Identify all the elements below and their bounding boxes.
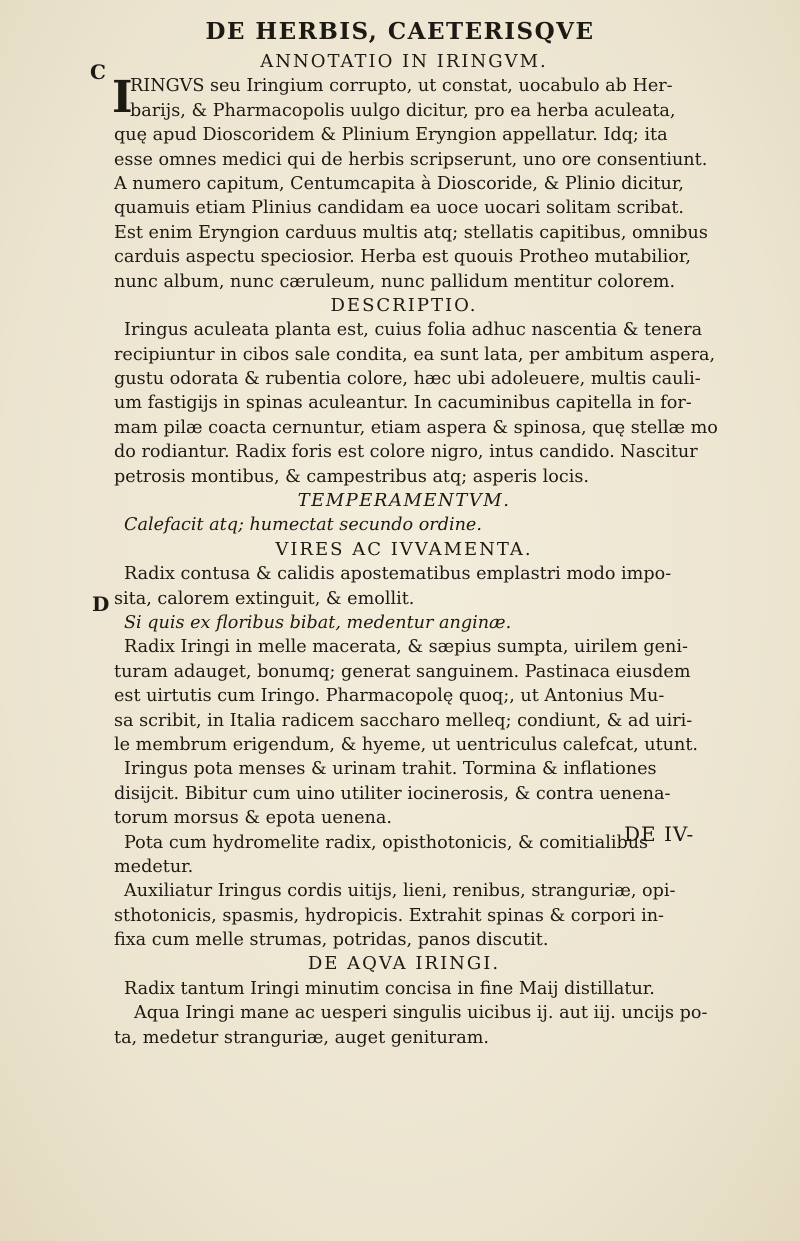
section-heading: DE AQVA IRINGI. bbox=[307, 953, 501, 975]
text-line: est uirtutis cum Iringo. Pharmacopolę quoq;, ut Antonius Mu- bbox=[114, 686, 665, 707]
text-line: mam pilæ coacta cernuntur, etiam aspera & spinosa, quę stellæ mo bbox=[114, 417, 718, 438]
text-line: barijs, & Pharmacopolis uulgo dicitur, pro ea herba aculeata, bbox=[130, 100, 676, 121]
section-heading: VIRES AC IVVAMENTA. bbox=[275, 538, 533, 560]
text-line: Est enim Eryngion carduus multis atq; stellatis capitibus, omnibus bbox=[114, 222, 708, 243]
margin-letter-c: C bbox=[90, 60, 106, 84]
text-line: petrosis montibus, & campestribus atq; asperis locis. bbox=[114, 466, 589, 487]
text-line: nunc album, nunc cæruleum, nunc pallidum mentitur colorem. bbox=[114, 271, 676, 292]
text-line: Calefacit atq; humectat secundo ordine. bbox=[124, 515, 482, 536]
catchword: DE IV- bbox=[624, 822, 695, 846]
text-line: um fastigijs in spinas aculeantur. In cacuminibus capitella in for- bbox=[114, 393, 692, 414]
section-heading: ANNOTATIO IN IRINGVM. bbox=[260, 51, 548, 72]
text-line: Pota cum hydromelite radix, opisthotonicis, & comitialibus bbox=[124, 832, 649, 853]
text-line: esse omnes medici qui de herbis scripserunt, uno ore consentiunt. bbox=[114, 149, 708, 170]
text-line-content: RINGVS seu Iringium corrupto, ut constat, uocabulo ab Her- bbox=[130, 76, 673, 97]
text-line: do rodiantur. Radix foris est colore nigro, intus candido. Nascitur bbox=[114, 442, 698, 463]
text-line: Radix Iringi in melle macerata, & sæpius sumpta, uirilem geni- bbox=[124, 637, 688, 658]
text-line: disijcit. Bibitur cum uino utiliter iocinerosis, & contra uenena- bbox=[114, 783, 671, 804]
text-line: quę apud Dioscoridem & Plinium Eryngion appellatur. Idq; ita bbox=[114, 125, 668, 146]
text-line: torum morsus & epota uenena. bbox=[114, 808, 392, 829]
text-line: gustu odorata & rubentia colore, hæc ubi adoleuere, multis cauli- bbox=[114, 369, 701, 390]
text-line: carduis aspectu speciosior. Herba est quouis Protheo mutabilior, bbox=[114, 247, 691, 268]
text-line: fixa cum melle strumas, potridas, panos discutit. bbox=[114, 930, 549, 951]
text-line: recipiuntur in cibos sale condita, ea sunt lata, per ambitum aspera, bbox=[114, 344, 716, 365]
text-line: le membrum erigendum, & hyeme, ut uentriculus calefcat, utunt. bbox=[114, 734, 698, 755]
section-heading: TEMPERAMENTVM. bbox=[297, 490, 511, 512]
text-block bbox=[112, 50, 718, 1050]
text-line: Aqua Iringi mane ac uesperi singulis uicibus ij. aut iij. uncijs po- bbox=[134, 1003, 708, 1024]
running-head: DE HERBIS, CAETERISQVE bbox=[205, 18, 595, 45]
text-line: turam adauget, bonumq; generat sanguinem. Pastinaca eiusdem bbox=[114, 661, 691, 682]
text-line: sita, calorem extinguit, & emollit. bbox=[114, 588, 415, 609]
text-line: sa scribit, in Italia radicem saccharo melleq; condiunt, & ad uiri- bbox=[114, 710, 693, 731]
text-line: sthotonicis, spasmis, hydropicis. Extrahit spinas & corpori in- bbox=[114, 905, 665, 926]
text-line: Iringus aculeata planta est, cuius folia adhuc nascentia & tenera bbox=[124, 320, 703, 341]
text-line: Si quis ex floribus bibat, medentur anginæ. bbox=[124, 612, 512, 633]
text-line: Radix tantum Iringi minutim concisa in fine Maij distillatur. bbox=[124, 978, 655, 999]
text-line: quamuis etiam Plinius candidam ea uoce uocari solitam scribat. bbox=[114, 198, 685, 219]
margin-letter-d: D bbox=[92, 592, 110, 616]
text-line: A numero capitum, Centumcapita à Dioscoride, & Plinio dicitur, bbox=[114, 173, 684, 194]
section-heading: DESCRIPTIO. bbox=[330, 294, 478, 316]
text-line: Iringus pota menses & urinam trahit. Tormina & inflationes bbox=[124, 759, 657, 780]
text-line: Radix contusa & calidis apostematibus emplastri modo impo- bbox=[124, 564, 672, 585]
text-line: ta, medetur stranguriæ, auget genituram. bbox=[114, 1027, 489, 1048]
drop-cap: I bbox=[112, 72, 133, 124]
text-line: medetur. bbox=[114, 856, 194, 877]
text-line: Auxiliatur Iringus cordis uitijs, lieni, renibus, stranguriæ, opi- bbox=[124, 881, 676, 902]
